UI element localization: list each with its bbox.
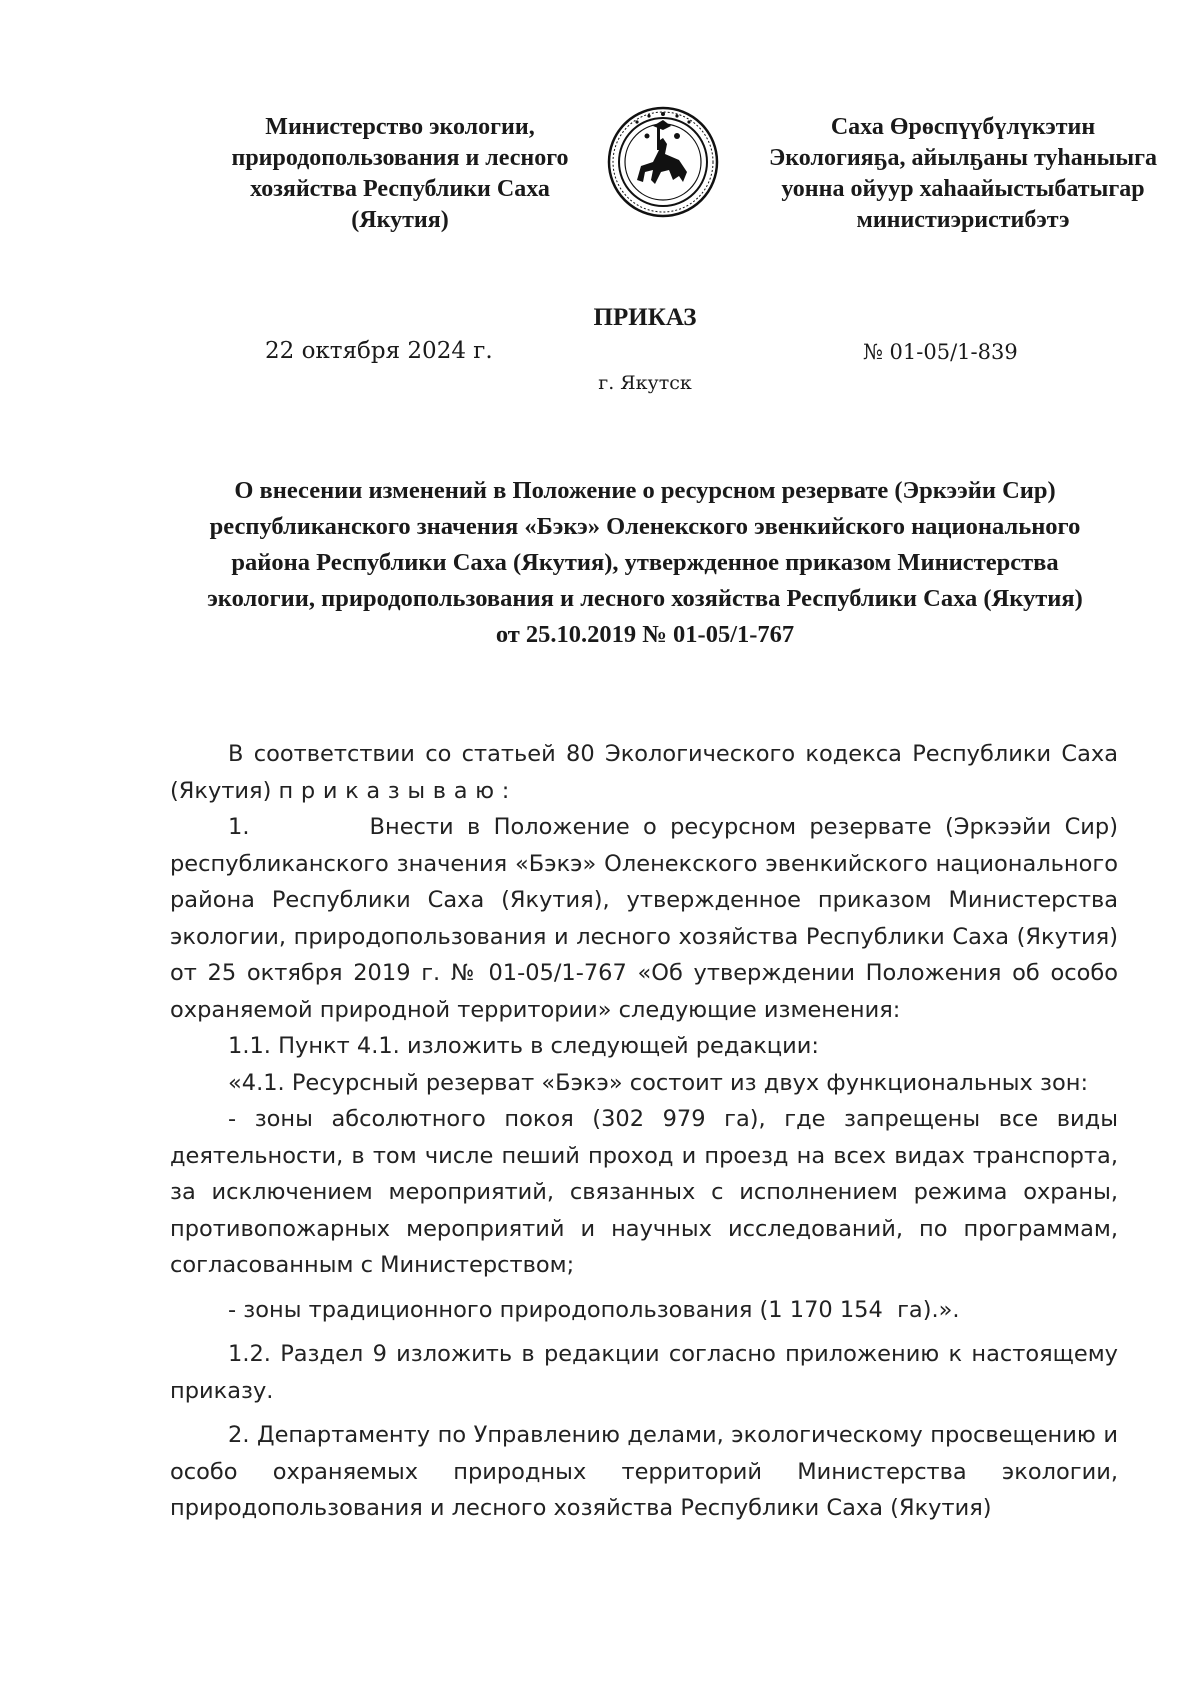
ministry-name-ru-line: природопользования и лесного bbox=[231, 145, 569, 171]
sakha-emblem-icon bbox=[607, 106, 719, 218]
order-city: г. Якутск bbox=[598, 372, 692, 394]
order-word: приказываю: bbox=[278, 777, 517, 804]
clause-1-2: 1.2. Раздел 9 изложить в редакции согласно приложению к настоящему приказу. bbox=[170, 1341, 1118, 1404]
ministry-name-ru-line: хозяйства Республики Саха bbox=[250, 176, 550, 202]
intro-paragraph bbox=[170, 736, 1118, 809]
ministry-name-sah-line: Саха Өрөспүүбүлүкэтин bbox=[830, 114, 1096, 140]
ministry-name-sah-line: уонна ойуур хаһаайыстыбатыгар bbox=[781, 176, 1145, 202]
ministry-name-ru-line: (Якутия) bbox=[351, 207, 449, 233]
clause-2: 2. Департаменту по Управлению делами, экологическому просвещению и особо охраняемых природных территорий Министерства экологии, природопользования и лесного хозяйства Республики Саха (Якутия) bbox=[170, 1422, 1118, 1521]
order-subject: О внесении изменений в Положение о ресурсном резервате (Эркээйи Сир) республиканского значения «Бэкэ» Оленекского эвенкийского национального района Республики Саха (Якутия), утвержденное приказом Министерства экологии, природопользования и лесного хозяйства Республики Саха (Якутия) от 25.10.2019 № 01-05/1-767 bbox=[207, 477, 1083, 648]
order-date: 22 октября 2024 г. bbox=[265, 338, 493, 364]
ministry-name-yakut bbox=[738, 112, 1188, 236]
clause-4-1-quote: «4.1. Ресурсный резерват «Бэкэ» состоит из двух функциональных зон: bbox=[228, 1069, 1089, 1096]
zone-absolute-rest: - зоны абсолютного покоя (302 979 га), где запрещены все виды деятельности, в том числе пеший проход и проезд на всех видах транспорта, за исключением мероприятий, связанных с исполнением режима охраны, противопожарных мероприятий и научных исследований, по программам, согласованным с Министерством; bbox=[170, 1106, 1118, 1278]
ministry-name-ru-line: Министерство экологии, bbox=[265, 114, 535, 140]
ministry-name-sah-line: министиэристибэтэ bbox=[856, 207, 1070, 233]
order-number: № 01-05/1-839 bbox=[863, 340, 1018, 364]
ministry-name-russian bbox=[185, 112, 615, 236]
ministry-name-sah-line: Экологияҕа, айылҕаны туһаныыга bbox=[769, 145, 1157, 171]
order-body bbox=[170, 736, 1126, 1527]
intro-text: В соответствии со статьей 80 Экологического кодекса Республики Саха (Якутия) bbox=[170, 741, 1118, 804]
clause-1: 1. Внести в Положение о ресурсном резервате (Эркээйи Сир) республиканского значения «Бэкэ» Оленекского эвенкийского национального района Республики Саха (Якутия), утвержденное приказом Министерства экологии, природопользования и лесного хозяйства Республики Саха (Якутия) от 25 октября 2019 г. № 01-05/1-767 «Об утверждении Положения об особо охраняемой природной территории» следующие изменения: bbox=[170, 814, 1126, 1023]
zone-traditional-use: - зоны традиционного природопользования (1 170 154 га).». bbox=[228, 1296, 960, 1323]
clause-1-1: 1.1. Пункт 4.1. изложить в следующей редакции: bbox=[228, 1033, 819, 1059]
document-type-title: ПРИКАЗ bbox=[593, 304, 697, 331]
